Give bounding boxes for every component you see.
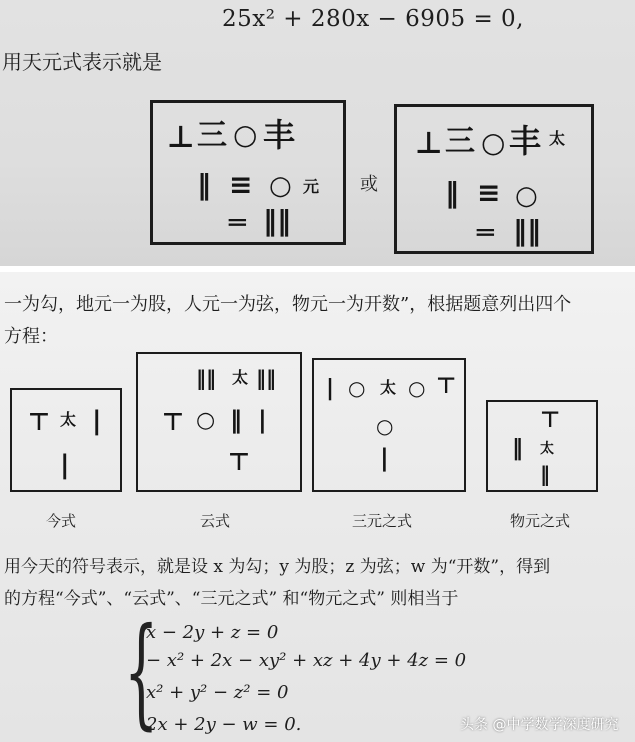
rod-numeral: ≡ (229, 168, 253, 201)
rod-numeral: ═ (477, 216, 494, 249)
rod-zero: ○ (348, 376, 366, 400)
rod-numeral: ‖ (197, 168, 211, 201)
rod-numeral: ‖ (540, 462, 550, 486)
rod-numeral: ≡ (477, 176, 501, 209)
tai-marker: 太 (540, 441, 554, 457)
system-eq-3: x² + y² − z² = 0 (146, 682, 289, 703)
rod-zero: ○ (376, 414, 394, 438)
rod-numeral: ‖‖ (513, 214, 541, 247)
san-yuan-zhi-shi-diagram (312, 358, 466, 492)
rod-numeral: ‖ (512, 436, 523, 461)
rod-numeral: 丰 (263, 116, 296, 154)
rod-numeral: ⊥ (167, 120, 195, 155)
rod-zero: ○ (269, 171, 292, 201)
tai-marker: 太 (549, 129, 566, 148)
rod-zero: ○ (408, 376, 426, 400)
yun-shi-caption: 云式 (200, 512, 231, 530)
rod-numeral: ⊤ (540, 408, 561, 433)
wu-yuan-zhi-shi-diagram (486, 400, 598, 492)
system-eq-2: − x² + 2x − xy² + xz + 4y + 4z = 0 (146, 650, 467, 671)
rod-numeral: ═ (229, 206, 246, 239)
yuan-marker: 元 (303, 177, 320, 196)
rod-numeral: 丰 (509, 122, 542, 160)
rod-zero: ○ (196, 408, 216, 433)
rod-numeral: 三 (197, 118, 227, 153)
paragraph-1-line-1: 一为勾，地元一为股，人元一为弦，物元一为开数”，根据题意列出四个 (4, 294, 572, 315)
rod-numeral: ⊥ (415, 126, 443, 161)
rod-zero: ○ (233, 118, 258, 151)
paragraph-2-line-2: 的方程“今式”、“云式”、“三元之式” 和“物元之式” 则相当于 (4, 589, 459, 609)
watermark: 头条 @中学数学深度研究 (460, 717, 619, 733)
rod-numeral: 三 (445, 124, 475, 159)
paragraph-2-line-1: 用今天的符号表示，就是设 x 为勾；y 为股；z 为弦；w 为“开数”，得到 (4, 557, 551, 577)
tai-marker: 太 (60, 410, 77, 429)
tai-marker: 太 (380, 378, 397, 397)
rod-numeral: ‖‖ (263, 204, 291, 237)
rod-numeral: ⊤ (162, 408, 184, 436)
rod-zero: ○ (515, 181, 538, 211)
or-label: 或 (360, 174, 378, 195)
rod-numeral: ‖ (445, 176, 459, 209)
intro-text: 用天元式表示就是 (2, 50, 162, 74)
yun-shi-diagram (136, 352, 302, 492)
wu-yuan-zhi-shi-caption: 物元之式 (510, 512, 571, 530)
rod-numeral: ⊤ (228, 448, 250, 476)
rod-numeral: | (380, 444, 389, 472)
paragraph-1-line-2: 方程： (4, 326, 58, 347)
rod-numeral: ⊤ (436, 374, 457, 399)
tai-marker: 太 (232, 368, 249, 387)
rod-numeral: ‖‖ (256, 366, 276, 390)
rod-numeral: | (258, 406, 267, 434)
tianyuan-box-1 (150, 100, 346, 245)
jin-shi-diagram (10, 388, 122, 492)
tianyuan-box-2 (394, 104, 594, 254)
top-photo (0, 0, 635, 266)
quadratic-equation: 25x² + 280x − 6905 = 0, (222, 6, 524, 32)
rod-zero: ○ (481, 126, 506, 159)
jin-shi-caption: 今式 (46, 512, 77, 530)
rod-numeral: | (92, 406, 102, 436)
system-eq-4: 2x + 2y − w = 0. (146, 714, 302, 735)
rod-numeral: | (60, 450, 70, 480)
rod-numeral: | (326, 376, 335, 401)
san-yuan-zhi-shi-caption: 三元之式 (352, 512, 413, 530)
bottom-photo (0, 272, 635, 742)
rod-numeral: ‖ (230, 406, 242, 434)
rod-numeral: ⊤ (28, 408, 50, 436)
system-brace: { (124, 603, 159, 742)
rod-numeral: ‖‖ (196, 366, 216, 390)
system-eq-1: x − 2y + z = 0 (146, 622, 279, 643)
